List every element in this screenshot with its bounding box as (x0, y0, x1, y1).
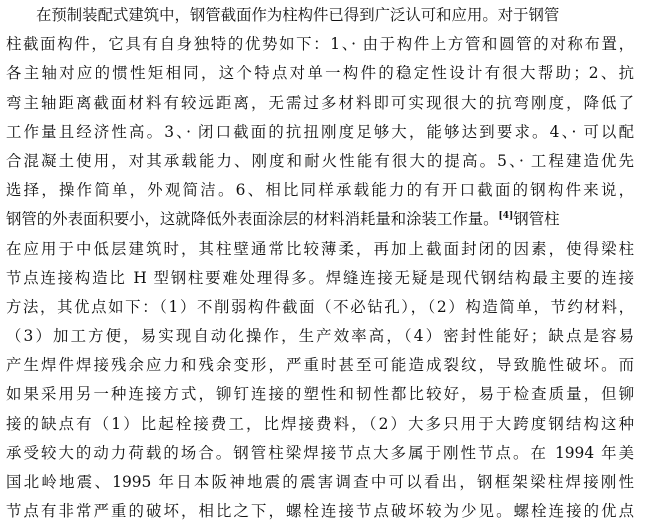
text-line: 节点连接构造比 H 型钢柱要难处理得多。焊缝连接无疑是现代钢结构最主要的连接 (6, 268, 634, 287)
citation-marker: [4] (498, 211, 514, 222)
text-line: 产生焊件焊接残余应力和残余变形，严重时甚至可能造成裂纹，导致脆性破坏。而 (6, 356, 634, 375)
text-segment: 钢管的外表面积要小，这就降低外表面涂层的材料消耗量和涂装工作量。 (6, 210, 499, 229)
text-line: 工作量且经济性高。3、· 闭口截面的抗扭刚度足够大，能够达到要求。4、· 可以配 (6, 122, 634, 141)
text-line (6, 205, 634, 234)
text-line: 如果采用另一种连接方式，铆钉连接的塑性和韧性都比较好，易于检查质量，但铆 (6, 385, 634, 404)
text-line: 节点有非常严重的破坏，相比之下，螺栓连接节点破坏较为少见。螺栓连接的优点 (6, 502, 634, 521)
text-line: 柱截面构件，它具有自身独特的优势如下：1、· 由于构件上方管和圆管的对称布置， (6, 35, 634, 54)
text-line: 在预制装配式建筑中，钢管截面作为柱构件已得到广泛认可和应用。对于钢管 (36, 6, 560, 24)
text-segment: 钢管柱 (513, 210, 560, 229)
text-line: 国北岭地震、1995 年日本阪神地震的震害调查中可以看出，钢框架梁柱焊接刚性 (6, 473, 634, 491)
text-line: 选择，操作简单，外观简洁。6、相比同样承载能力的有开口截面的钢构件来说， (6, 181, 634, 200)
text-line: 在应用于中低层建筑时，其柱壁通常比较薄柔，再加上截面封闭的因素，使得梁柱 (6, 239, 634, 258)
text-line: 接的缺点有（1）比起栓接费工，比焊接费料，（2）大多只用于大跨度钢结构这种 (6, 414, 634, 433)
text-line: 承受较大的动力荷载的场合。钢管柱梁焊接节点大多属于刚性节点。在 1994 年美 (6, 443, 634, 462)
text-line: 弯主轴距离截面材料有较远距离，无需过多材料即可实现很大的抗弯刚度，降低了 (6, 93, 634, 112)
text-line: 方法，其优点如下：（1）不削弱构件截面（不必钻孔），（2）构造简单，节约材料， (6, 297, 634, 316)
text-line: 各主轴对应的惯性矩相同，这个特点对单一构件的稳定性设计有很大帮助；2、抗 (6, 64, 634, 83)
text-line: （3）加工方便，易实现自动化操作，生产效率高，（4）密封性能好；缺点是容易 (6, 327, 634, 346)
text-line: 合混凝土使用，对其承载能力、刚度和耐火性能有很大的提高。5、· 工程建造优先 (6, 151, 634, 170)
